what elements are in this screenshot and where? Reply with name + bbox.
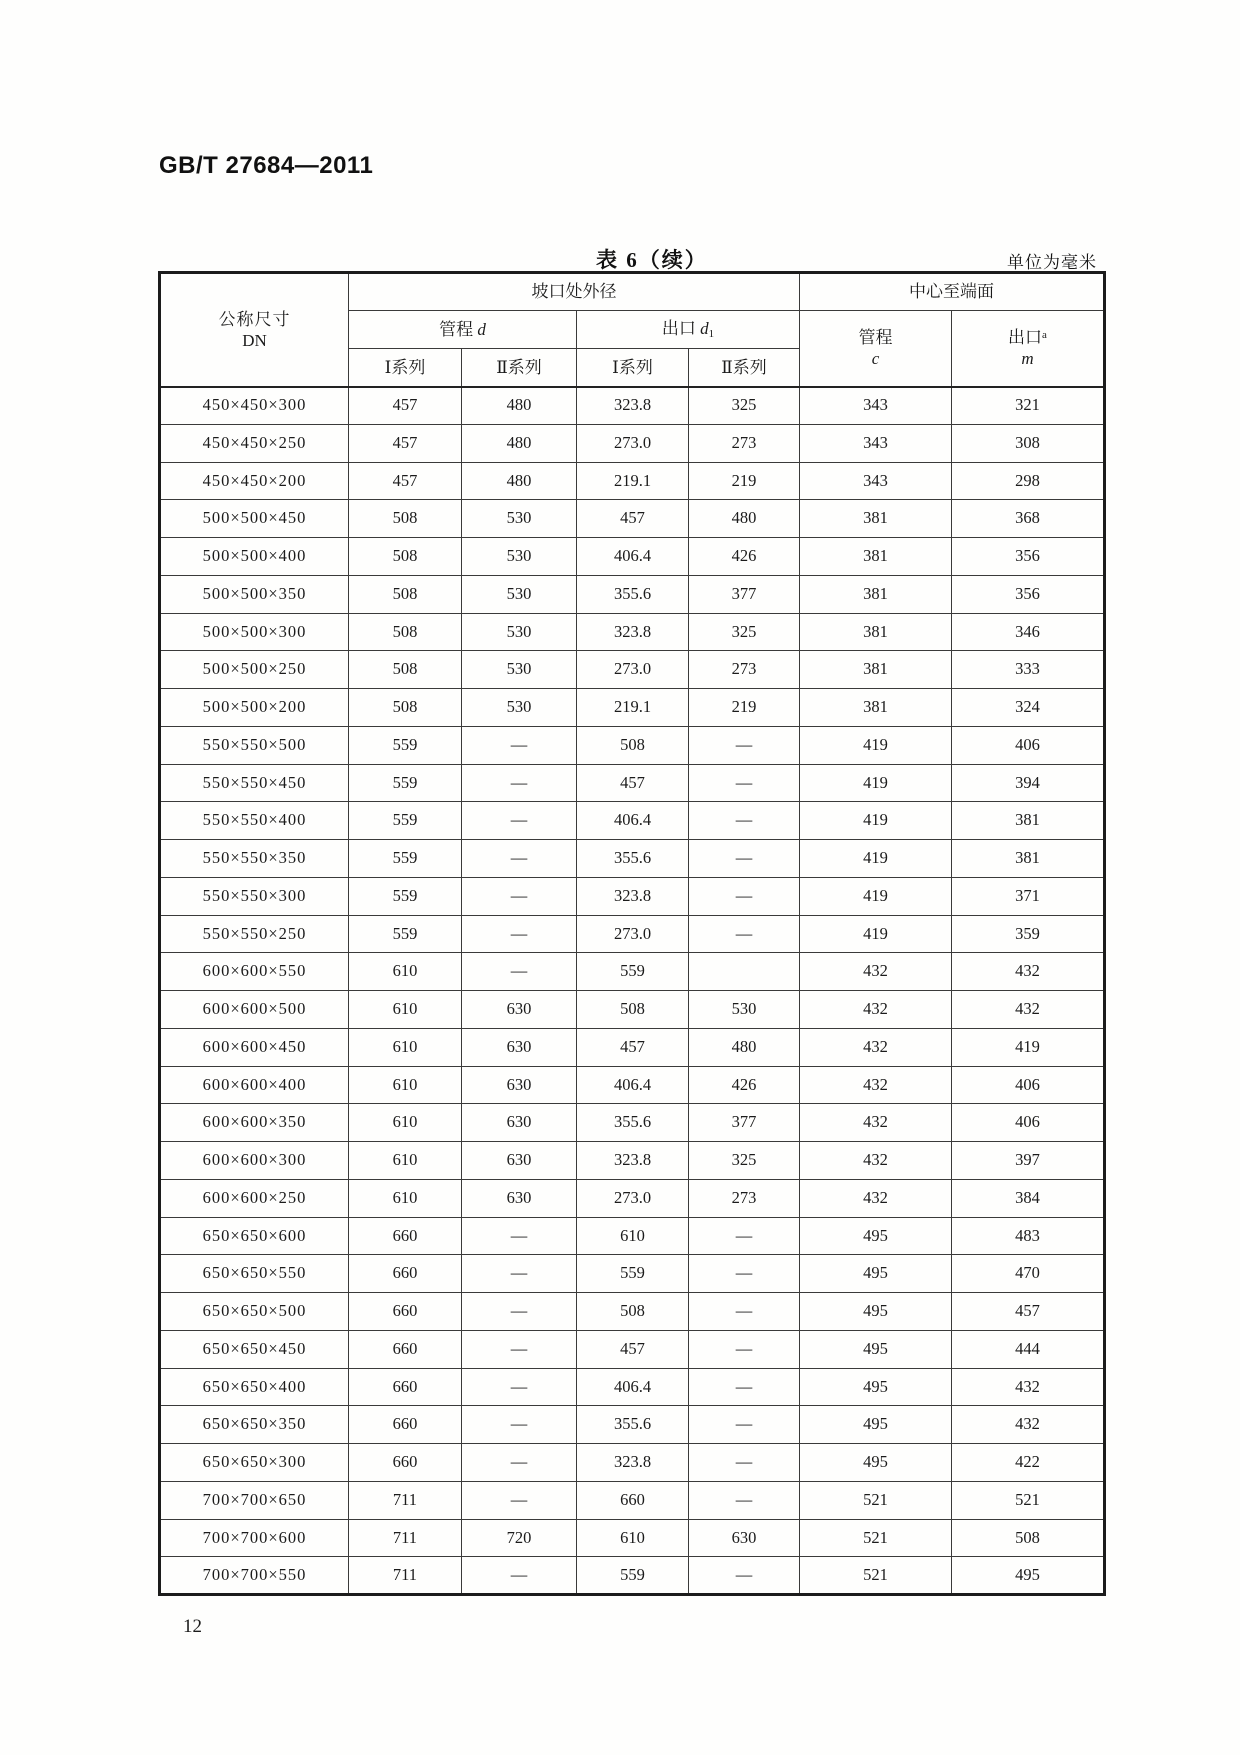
dn-cell: 650×650×400	[160, 1368, 349, 1406]
value-cell: 610	[349, 1104, 462, 1142]
value-cell: —	[462, 915, 577, 953]
value-cell: 457	[577, 764, 689, 802]
value-cell: 457	[349, 462, 462, 500]
value-cell: 219	[689, 689, 800, 727]
header-outlet-d1-symbol: d	[700, 318, 709, 338]
value-cell: 432	[800, 953, 952, 991]
value-cell: 508	[349, 651, 462, 689]
value-cell: 323.8	[577, 613, 689, 651]
value-cell: 273.0	[577, 915, 689, 953]
value-cell: 457	[349, 387, 462, 425]
dn-cell: 600×600×300	[160, 1142, 349, 1180]
dn-cell: 500×500×250	[160, 651, 349, 689]
header-outlet-d1-subscript: 1	[708, 327, 715, 340]
value-cell: 521	[800, 1519, 952, 1557]
value-cell: —	[689, 726, 800, 764]
value-cell: 521	[800, 1557, 952, 1595]
header-center-outlet-symbol: m	[1021, 349, 1034, 369]
value-cell: 323.8	[577, 387, 689, 425]
value-cell: 323.8	[577, 1444, 689, 1482]
value-cell: 324	[952, 689, 1105, 727]
value-cell: 343	[800, 387, 952, 425]
value-cell: 660	[349, 1330, 462, 1368]
value-cell: 610	[349, 953, 462, 991]
value-cell: —	[462, 726, 577, 764]
value-cell: 394	[952, 764, 1105, 802]
header-center-outlet-label: 出口	[1008, 328, 1043, 347]
value-cell: 711	[349, 1481, 462, 1519]
header-row-groups	[160, 273, 1105, 311]
value-cell: 381	[800, 651, 952, 689]
value-cell: 457	[577, 1330, 689, 1368]
value-cell: 630	[462, 1179, 577, 1217]
header-series-outlet-2: Ⅱ系列	[689, 349, 800, 387]
value-cell: 610	[577, 1519, 689, 1557]
header-center-outlet-m	[952, 311, 1105, 387]
dn-cell: 600×600×250	[160, 1179, 349, 1217]
table-row	[160, 651, 1105, 689]
value-cell: —	[689, 1406, 800, 1444]
value-cell: —	[462, 1444, 577, 1482]
table-row	[160, 1519, 1105, 1557]
value-cell: 219.1	[577, 462, 689, 500]
value-cell: 521	[800, 1481, 952, 1519]
value-cell: 630	[462, 1142, 577, 1180]
table-row	[160, 500, 1105, 538]
value-cell: 495	[800, 1255, 952, 1293]
value-cell: 381	[800, 500, 952, 538]
value-cell: 660	[577, 1481, 689, 1519]
value-cell: 356	[952, 575, 1105, 613]
value-cell: 559	[349, 915, 462, 953]
dn-cell: 650×650×500	[160, 1293, 349, 1331]
table-row	[160, 1481, 1105, 1519]
value-cell: 381	[800, 613, 952, 651]
header-pipe-d	[349, 311, 577, 349]
value-cell: 406	[952, 726, 1105, 764]
value-cell: 480	[462, 387, 577, 425]
table-caption-row	[158, 244, 1103, 274]
value-cell: 321	[952, 387, 1105, 425]
value-cell: 359	[952, 915, 1105, 953]
dimension-table	[158, 271, 1106, 1596]
dn-cell: 550×550×350	[160, 840, 349, 878]
page-number: 12	[183, 1616, 202, 1637]
value-cell: 559	[349, 840, 462, 878]
value-cell: 432	[952, 1406, 1105, 1444]
value-cell: 559	[349, 877, 462, 915]
value-cell: 711	[349, 1557, 462, 1595]
value-cell: 530	[462, 500, 577, 538]
value-cell: 630	[462, 1066, 577, 1104]
dn-cell: 600×600×550	[160, 953, 349, 991]
dn-cell: 500×500×450	[160, 500, 349, 538]
dn-cell: 500×500×400	[160, 538, 349, 576]
value-cell: 419	[800, 877, 952, 915]
value-cell: —	[462, 840, 577, 878]
table-row	[160, 1557, 1105, 1595]
value-cell: 660	[349, 1406, 462, 1444]
value-cell: —	[689, 1444, 800, 1482]
table-row	[160, 1028, 1105, 1066]
value-cell: 406.4	[577, 1066, 689, 1104]
value-cell: 381	[800, 538, 952, 576]
value-cell: 381	[800, 689, 952, 727]
value-cell: 384	[952, 1179, 1105, 1217]
table-row	[160, 424, 1105, 462]
value-cell: 397	[952, 1142, 1105, 1180]
value-cell: 508	[952, 1519, 1105, 1557]
value-cell: 432	[800, 1179, 952, 1217]
value-cell: 325	[689, 387, 800, 425]
value-cell: 381	[800, 575, 952, 613]
value-cell: 660	[349, 1293, 462, 1331]
header-center-pipe-symbol: c	[871, 349, 880, 369]
table-body	[160, 387, 1105, 1595]
header-series-pipe-1: Ⅰ系列	[349, 349, 462, 387]
dn-cell: 550×550×500	[160, 726, 349, 764]
value-cell: 508	[577, 1293, 689, 1331]
table-row	[160, 764, 1105, 802]
value-cell: —	[462, 1255, 577, 1293]
value-cell: 419	[800, 802, 952, 840]
value-cell: —	[462, 1557, 577, 1595]
value-cell: —	[462, 1217, 577, 1255]
dn-cell: 700×700×600	[160, 1519, 349, 1557]
value-cell: 559	[577, 953, 689, 991]
value-cell: 432	[800, 991, 952, 1029]
header-nominal-size	[160, 273, 349, 387]
value-cell: 432	[952, 953, 1105, 991]
value-cell: —	[689, 840, 800, 878]
value-cell: —	[462, 1481, 577, 1519]
value-cell: 355.6	[577, 1406, 689, 1444]
dn-cell: 600×600×350	[160, 1104, 349, 1142]
dn-cell: 550×550×400	[160, 802, 349, 840]
value-cell: 325	[689, 1142, 800, 1180]
value-cell: 630	[462, 991, 577, 1029]
value-cell: 419	[800, 764, 952, 802]
value-cell: 480	[689, 500, 800, 538]
value-cell: 530	[462, 651, 577, 689]
value-cell: 308	[952, 424, 1105, 462]
value-cell: —	[462, 764, 577, 802]
value-cell: 559	[349, 726, 462, 764]
dn-cell: 650×650×450	[160, 1330, 349, 1368]
value-cell: —	[689, 1557, 800, 1595]
value-cell: —	[462, 1293, 577, 1331]
value-cell: 422	[952, 1444, 1105, 1482]
value-cell: 432	[800, 1066, 952, 1104]
value-cell	[689, 953, 800, 991]
value-cell: 381	[952, 802, 1105, 840]
value-cell: 457	[577, 1028, 689, 1066]
value-cell: 480	[689, 1028, 800, 1066]
value-cell: 711	[349, 1519, 462, 1557]
dn-cell: 550×550×300	[160, 877, 349, 915]
value-cell: 530	[462, 689, 577, 727]
value-cell: 495	[952, 1557, 1105, 1595]
table-row	[160, 462, 1105, 500]
value-cell: 406.4	[577, 802, 689, 840]
value-cell: 495	[800, 1406, 952, 1444]
dn-cell: 450×450×250	[160, 424, 349, 462]
value-cell: —	[689, 1330, 800, 1368]
value-cell: 333	[952, 651, 1105, 689]
value-cell: 406	[952, 1066, 1105, 1104]
table-row	[160, 840, 1105, 878]
value-cell: 343	[800, 424, 952, 462]
value-cell: 720	[462, 1519, 577, 1557]
value-cell: 480	[462, 424, 577, 462]
value-cell: 660	[349, 1444, 462, 1482]
table-row	[160, 613, 1105, 651]
value-cell: 610	[577, 1217, 689, 1255]
value-cell: 610	[349, 991, 462, 1029]
value-cell: 219	[689, 462, 800, 500]
value-cell: 346	[952, 613, 1105, 651]
table-row	[160, 1368, 1105, 1406]
value-cell: 419	[800, 726, 952, 764]
value-cell: —	[689, 1217, 800, 1255]
value-cell: 508	[349, 613, 462, 651]
value-cell: —	[689, 1368, 800, 1406]
value-cell: 406.4	[577, 1368, 689, 1406]
value-cell: 521	[952, 1481, 1105, 1519]
table-row	[160, 1293, 1105, 1331]
value-cell: —	[689, 915, 800, 953]
header-group-bevel-outer-dia: 坡口处外径	[349, 273, 800, 311]
value-cell: —	[462, 1368, 577, 1406]
value-cell: 508	[349, 500, 462, 538]
value-cell: 432	[952, 991, 1105, 1029]
value-cell: 325	[689, 613, 800, 651]
value-cell: 660	[349, 1217, 462, 1255]
value-cell: 559	[577, 1255, 689, 1293]
dn-cell: 450×450×300	[160, 387, 349, 425]
header-center-outlet-footnote-mark: a	[1042, 329, 1047, 341]
value-cell: 559	[577, 1557, 689, 1595]
header-pipe-d-label: 管程	[439, 319, 474, 339]
dn-cell: 500×500×300	[160, 613, 349, 651]
value-cell: 419	[800, 915, 952, 953]
value-cell: 298	[952, 462, 1105, 500]
value-cell: —	[689, 877, 800, 915]
value-cell: —	[462, 877, 577, 915]
value-cell: 426	[689, 538, 800, 576]
dn-cell: 450×450×200	[160, 462, 349, 500]
value-cell: 660	[349, 1368, 462, 1406]
dn-cell: 650×650×350	[160, 1406, 349, 1444]
table-row	[160, 1142, 1105, 1180]
table-row	[160, 991, 1105, 1029]
value-cell: 610	[349, 1028, 462, 1066]
dn-cell: 550×550×250	[160, 915, 349, 953]
table-row	[160, 689, 1105, 727]
value-cell: 371	[952, 877, 1105, 915]
value-cell: —	[462, 802, 577, 840]
value-cell: 559	[349, 802, 462, 840]
value-cell: —	[689, 1481, 800, 1519]
value-cell: 559	[349, 764, 462, 802]
header-nominal-size-line2: DN	[242, 330, 267, 350]
value-cell: 530	[462, 575, 577, 613]
dn-cell: 700×700×650	[160, 1481, 349, 1519]
value-cell: 432	[800, 1142, 952, 1180]
value-cell: 480	[462, 462, 577, 500]
header-pipe-d-symbol: d	[477, 319, 486, 339]
table-row	[160, 387, 1105, 425]
value-cell: 426	[689, 1066, 800, 1104]
value-cell: 457	[952, 1293, 1105, 1331]
value-cell: 219.1	[577, 689, 689, 727]
value-cell: 457	[349, 424, 462, 462]
header-series-pipe-2: Ⅱ系列	[462, 349, 577, 387]
value-cell: 530	[462, 538, 577, 576]
dn-cell: 700×700×550	[160, 1557, 349, 1595]
value-cell: 419	[952, 1028, 1105, 1066]
dn-cell: 650×650×600	[160, 1217, 349, 1255]
value-cell: 495	[800, 1368, 952, 1406]
value-cell: 368	[952, 500, 1105, 538]
value-cell: 610	[349, 1179, 462, 1217]
value-cell: 457	[577, 500, 689, 538]
table-row	[160, 1255, 1105, 1293]
value-cell: 660	[349, 1255, 462, 1293]
value-cell: 355.6	[577, 840, 689, 878]
value-cell: 495	[800, 1217, 952, 1255]
value-cell: 444	[952, 1330, 1105, 1368]
header-center-pipe-label: 管程	[858, 328, 893, 347]
header-center-pipe-c	[800, 311, 952, 387]
table-row	[160, 575, 1105, 613]
table-row	[160, 877, 1105, 915]
value-cell: 355.6	[577, 1104, 689, 1142]
unit-note: 单位为毫米	[1007, 253, 1097, 272]
value-cell: 323.8	[577, 877, 689, 915]
value-cell: 495	[800, 1330, 952, 1368]
value-cell: 406	[952, 1104, 1105, 1142]
table-row	[160, 1179, 1105, 1217]
value-cell: 630	[689, 1519, 800, 1557]
value-cell: 432	[952, 1368, 1105, 1406]
value-cell: 273.0	[577, 1179, 689, 1217]
standard-code: GB/T 27684—2011	[159, 152, 374, 179]
value-cell: 530	[689, 991, 800, 1029]
table-row	[160, 1066, 1105, 1104]
table-row	[160, 1217, 1105, 1255]
value-cell: 355.6	[577, 575, 689, 613]
value-cell: 381	[952, 840, 1105, 878]
header-series-outlet-1: Ⅰ系列	[577, 349, 689, 387]
value-cell: —	[689, 802, 800, 840]
value-cell: 630	[462, 1104, 577, 1142]
table-row	[160, 1104, 1105, 1142]
dn-cell: 600×600×400	[160, 1066, 349, 1104]
value-cell: 273	[689, 1179, 800, 1217]
table-title: 表 6（续）	[596, 248, 708, 272]
dn-cell: 600×600×500	[160, 991, 349, 1029]
table-row	[160, 953, 1105, 991]
value-cell: —	[462, 1406, 577, 1444]
value-cell: 273.0	[577, 424, 689, 462]
value-cell: 495	[800, 1293, 952, 1331]
header-outlet-d1	[577, 311, 800, 349]
value-cell: 343	[800, 462, 952, 500]
dn-cell: 650×650×550	[160, 1255, 349, 1293]
dn-cell: 650×650×300	[160, 1444, 349, 1482]
dn-cell: 600×600×450	[160, 1028, 349, 1066]
value-cell: 419	[800, 840, 952, 878]
value-cell: 530	[462, 613, 577, 651]
value-cell: 508	[577, 991, 689, 1029]
table-row	[160, 538, 1105, 576]
value-cell: 377	[689, 1104, 800, 1142]
dn-cell: 500×500×350	[160, 575, 349, 613]
table-header	[160, 273, 1105, 387]
value-cell: 508	[349, 538, 462, 576]
header-group-center-to-end: 中心至端面	[800, 273, 1105, 311]
value-cell: 273	[689, 651, 800, 689]
value-cell: 432	[800, 1028, 952, 1066]
value-cell: —	[689, 1293, 800, 1331]
table-row	[160, 802, 1105, 840]
value-cell: 610	[349, 1066, 462, 1104]
value-cell: 495	[800, 1444, 952, 1482]
value-cell: 273.0	[577, 651, 689, 689]
table-row	[160, 1406, 1105, 1444]
header-outlet-d1-label: 出口	[661, 318, 696, 338]
value-cell: —	[462, 1330, 577, 1368]
table-row	[160, 1330, 1105, 1368]
value-cell: —	[462, 953, 577, 991]
value-cell: 508	[577, 726, 689, 764]
value-cell: 377	[689, 575, 800, 613]
table-row	[160, 726, 1105, 764]
value-cell: 483	[952, 1217, 1105, 1255]
dn-cell: 550×550×450	[160, 764, 349, 802]
value-cell: 432	[800, 1104, 952, 1142]
dn-cell: 500×500×200	[160, 689, 349, 727]
value-cell: 610	[349, 1142, 462, 1180]
value-cell: 508	[349, 575, 462, 613]
value-cell: —	[689, 764, 800, 802]
header-nominal-size-line1: 公称尺寸	[218, 309, 291, 329]
value-cell: 508	[349, 689, 462, 727]
value-cell: 406.4	[577, 538, 689, 576]
value-cell: —	[689, 1255, 800, 1293]
value-cell: 323.8	[577, 1142, 689, 1180]
table-row	[160, 915, 1105, 953]
value-cell: 630	[462, 1028, 577, 1066]
value-cell: 356	[952, 538, 1105, 576]
value-cell: 470	[952, 1255, 1105, 1293]
table-row	[160, 1444, 1105, 1482]
value-cell: 273	[689, 424, 800, 462]
